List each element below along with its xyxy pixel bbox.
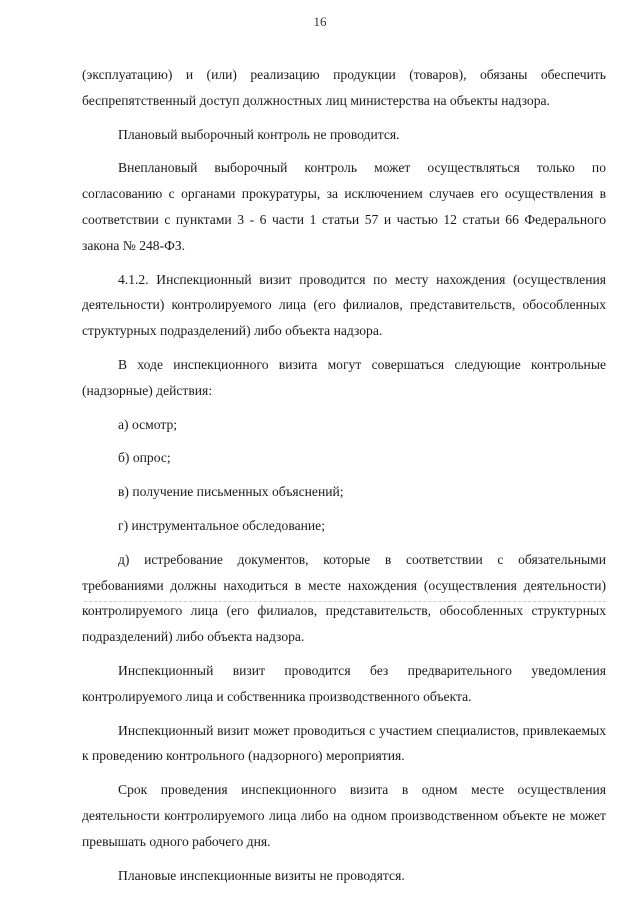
list-item-b: б) опрос; — [118, 450, 171, 466]
paragraph-actions-intro: В ходе инспекционного визита могут совершаться следующие контрольные (надзорные) действия: — [82, 356, 606, 398]
paragraph-access-obligation: (эксплуатацию) и (или) реализацию продукции (товаров), обязаны обеспечить беспрепятственный доступ должностных лиц министерства на объекты надзора. — [82, 67, 606, 108]
paragraph-unscheduled-control: Внеплановый выборочный контроль может осуществляться только по согласованию с органами прокуратуры, за исключением случаев его осуществления в соответствии с пунктами 3 - 6 части 1 статьи 57 и частью 12 статьи 66 Федерального закона № 248-ФЗ. — [82, 160, 606, 253]
list-item-g: г) инструментальное обследование; — [118, 517, 325, 533]
page-number: 16 — [313, 14, 327, 29]
list-item-d: д) истребование документов, которые в соответствии с обязательными требованиями должны находиться в месте нахождения (осуществления деятельности) контролируемого лица (его филиалов, представительств, обособленных структурных подразделений) либо объекта надзора. — [82, 551, 606, 645]
list-item-v: в) получение письменных объяснений; — [118, 484, 344, 500]
paragraph-planned-visits: Плановые инспекционные визиты не проводятся. — [118, 867, 405, 883]
paragraph-4-1-2: 4.1.2. Инспекционный визит проводится по месту нахождения (осуществления деятельности) контролируемого лица (его филиалов, представительств, обособленных структурных подразделений) либо объекта надзора. — [82, 271, 606, 339]
document-body — [82, 62, 606, 896]
paragraph-specialists: Инспекционный визит может проводиться с участием специалистов, привлекаемых к проведению контрольного (надзорного) мероприятия. — [82, 722, 606, 764]
paragraph-planned-control: Плановый выборочный контроль не проводится. — [118, 126, 400, 142]
list-item-a: а) осмотр; — [118, 416, 178, 432]
paragraph-no-notice: Инспекционный визит проводится без предварительного уведомления контролируемого лица и собственника производственного объекта. — [82, 662, 606, 704]
scan-artifact-dashed-line — [84, 601, 606, 602]
paragraph-duration: Срок проведения инспекционного визита в одном месте осуществления деятельности контролируемого лица либо на одном производственном объекте не может превышать одного рабочего дня. — [82, 782, 606, 849]
